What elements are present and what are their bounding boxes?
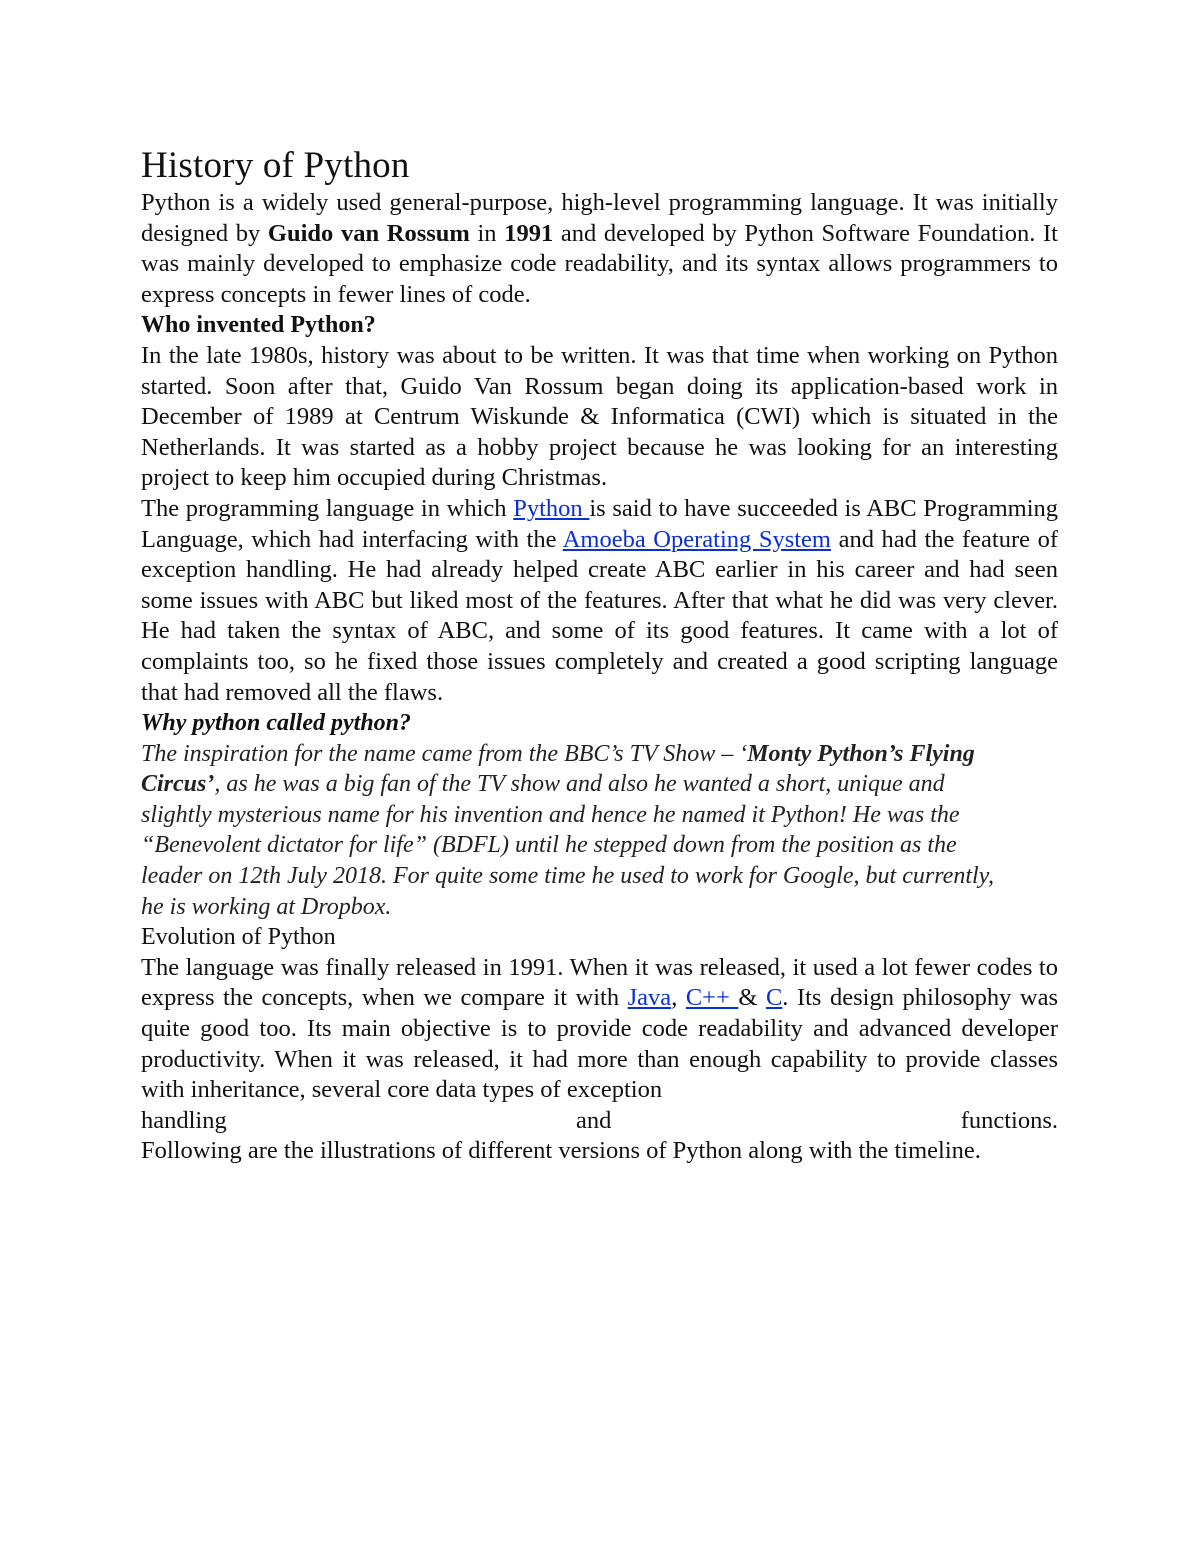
who-invented-heading: Who invented Python? [141,312,376,339]
java-link[interactable]: Java [627,984,672,1012]
abc-text-3: and had the feature of exception handling. He had already helped create ABC earlier in his career and had seen some issues with ABC but liked most of the features. After that what he did was very clever. He had taken the syntax of ABC, and some of its good features. It came with a lot of complaints too, so he fixed those issues completely and created a good scripting language that had removed all the flaws. [141,525,1058,706]
evo-text-1: The language was finally released in 1991. When it was released, it used a lot fewer codes to express the concepts, when we compare it with [141,953,1058,1012]
evolution-heading: Evolution of Python [141,924,336,951]
why-python-heading: Why python called python? [141,710,412,737]
who-invented-paragraph-1: In the late 1980s, history was about to be written. It was that time when working on Python started. Soon after that, Guido Van Rossum began doing its application-based work in December of 1989 at Centrum Wiskunde & Informatica (CWI) which is situated in the Netherlands. It was started as a hobby project because he was looking for an interesting project to keep him occupied during Christmas. [141,341,1058,492]
why-python-paragraph [141,739,1011,923]
evolution-paragraph [141,953,1058,1106]
evo-sep-2: & [738,984,766,1012]
intro-bold-author: Guido van Rossum [267,219,470,247]
evo-word-handling: handling [141,1106,227,1134]
evo-word-and: and [576,1106,612,1134]
intro-text-3: and developed by Python Software Foundation. It was mainly developed to emphasize code readability, and its syntax allows programmers to express concepts in fewer lines of code. [141,219,1058,308]
abc-text-2: is said to have succeeded is ABC Programming Language, which had interfacing with the [141,494,1059,553]
why-bold-show: Monty Python’s Flying Circus’ [141,740,975,798]
c-link[interactable]: C [765,984,783,1012]
evolution-spread-line [141,1106,1058,1137]
who-invented-paragraph-2 [141,494,1058,708]
intro-bold-year: 1991 [504,219,554,247]
abc-text-1: The programming language in which [141,494,514,522]
python-link[interactable]: Python [513,494,590,522]
intro-text-1: Python is a widely used general-purpose, high-level programming language. It was initially designed by [141,189,1058,247]
why-text-2: , as he was a big fan of the TV show and also he wanted a short, unique and slightly mysterious name for his invention and hence he named it Python! He was the “Benevolent dictator for life” (BDFL) until he stepped down from the position as the leader on 12th July 2018. For quite some time he used to work for Google, but currently, he is working at Dropbox. [141,771,994,920]
evo-word-functions: functions. [960,1106,1058,1134]
cpp-link[interactable]: C++ [685,984,739,1012]
evo-text-2: . Its design philosophy was quite good too. Its main objective is to provide code readability and advanced developer productivity. When it was released, it had more than enough capability to provide classes with inheritance, several core data types of exception [141,984,1059,1104]
evo-sep-1: , [671,984,686,1012]
why-text-1: The inspiration for the name came from the BBC’s TV Show – ‘ [141,740,748,767]
document-title: History of Python [141,145,410,186]
intro-paragraph [141,188,1058,310]
document-page [141,142,1058,1167]
evolution-closing-paragraph: Following are the illustrations of different versions of Python along with the timeline. [141,1137,981,1165]
amoeba-os-link[interactable]: Amoeba Operating System [562,525,831,553]
intro-text-2: in [469,219,505,247]
